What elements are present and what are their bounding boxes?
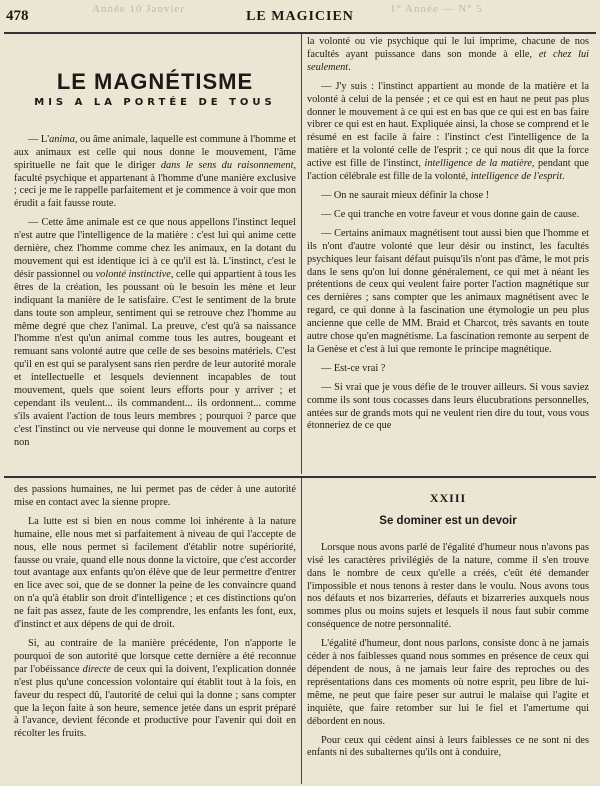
paragraph: — L'anima, ou âme animale, laquelle est commune à l'homme et aux animaux est celle qui nous donne le mouvement, l'âme spirituelle ne fait que le diriger dans le sens du raisonnement, faculté psychique et appartenant à l'homme d'une manière exclusive ; ceci je me le rappelle parfaitement et je commence à voir que mon érudit a fait fausse route. [14, 133, 297, 210]
article-column-left [14, 34, 296, 456]
paragraph: — Ce qui tranche en votre faveur et vous donne gain de cause. [321, 208, 580, 220]
bleed-through-text-right: 1° Année — N° 5 [390, 3, 483, 15]
paragraph: — J'y suis : l'instinct appartient au monde de la matière et la volonté à celui de la pensée ; et ce qui est en haut ne peut pas plus donner le mouvement à ce qui est en bas que ce qui est en bas faire vibrer ce qui est en haut. Expliquée ainsi, la chose se comprend et le résumé en est facile à faire : l'instinct c'est l'intelligence de la matière et la volonté celle de l'esprit ; ce qui nous dit que la force active est fille de l'instinct, intelligence de la matière, pendant que l'action célébrale est fille de la volonté, intelligence de l'esprit. [307, 80, 589, 183]
paragraph: des passions humaines, ne lui permet pas de céder à une autorité mise en contact avec la sienne propre. [14, 484, 296, 508]
article-text-col1 [14, 134, 296, 450]
section-title: Se dominer est un devoir [379, 514, 517, 527]
lower-column-right [307, 484, 589, 766]
paragraph: — Certains animaux magnétisent tout aussi bien que l'homme et ils n'ont d'autre volonté que leur désir ou instinct, les facultés psychiques leur faisant défaut puisqu'ils n'ont pas d'âme, le mot pris dans le sens qu'on lui donne généralement, ce qui met à néant les prétentions de ceux qui veulent faire porter l'action magnétique sur ces dernières ; sans compter que les animaux magnétisent avec le regard, ce qui donne à la fascination une étymologie un peu plus ancienne que celle de MM. Braid et Charcot, très savants en toute autre chose qu'en magnétisme. La fascination remonte au serpent de la Genèse et c'est à lui que remonte le principe magnétique. [307, 227, 589, 355]
lower-text-col4 [307, 542, 589, 761]
page-header [0, 0, 600, 26]
paragraph: — On ne saurait mieux définir la chose ! [321, 189, 490, 201]
page-number: 478 [6, 8, 29, 24]
paragraph: Si, au contraire de la manière précédente, l'on n'apporte le pourquoi de son autorité que lorsque cette dernière a été reconnue par l'obéissance directe de ceux qui la doivent, l'explication donnée n'est plus qu'une concession volontaire qui établit tout à la fois, en faveur du respect dû, l'autorité de celui qui la donne ; sans compter que la leçon faite à son heure, semence jetée dans un esprit préparé à l'avance, devient féconde et productive pour l'avenir qui doit en récolter les fruits. [14, 637, 296, 740]
column-rule-top [301, 34, 302, 474]
article-text-col2 [307, 36, 589, 433]
paragraph: L'égalité d'humeur, dont nous parlons, consiste donc à ne jamais céder à nos faiblesses quand nous sommes en présence de ceux qui dépendent de nous, à ne jamais leur faire des reproches ou des représentations dans ces moments où notre esprit, peu libre de lui-même, ne peut que faire peser sur autrui le malaise qui l'agite et inquiète, que faire retomber sur lui le fiel et l'amertume qui débordent en nous. [307, 638, 589, 727]
paragraph: Lorsque nous avons parlé de l'égalité d'humeur nous n'avons pas visé les caractères privilégiés de la nature, comme il s'en trouve dans le nombre de ceux qu'elle a créés, c'eût été demander l'impossible et nous tenons à rester dans le voulu. Nous avons tous nos défauts et nos bizarreries, défauts et bizarreries auxquels nous sommes plus ou moins sujets et lesquels il nous faut subir comme conséquence de notre personnalité. [307, 541, 589, 631]
paragraph: La lutte est si bien en nous comme loi inhérente à la nature humaine, elle nous met si parfaitement à niveau de qui l'accepte de nous, elle nous permet si facilement d'établir notre supériorité, fausse ou vraie, quand elle nous donne la victoire, que c'est accorder tout avantage aux enfants qu'on élève que de leur permettre d'entrer en lice avec soi, que de se donner la peine de les convaincre quand on n'a qu'à établir son droit d'intelligence ; et ces distinctions qu'on ne fait pas assez, faute de les comprendre, les enfants les font, eux, d'instinct et aux dépens de qui de droit. [14, 515, 296, 631]
column-rule-bottom [301, 478, 302, 784]
lower-column-left [14, 484, 296, 747]
paragraph: — Si vrai que je vous défie de le trouver ailleurs. Si vous saviez comme ils sont tous cocasses dans leurs élucubrations personnelles, antées sur de grands mots qui ne veulent rien dire du tout, vous vous étonneriez de ce que [307, 381, 589, 432]
paragraph: — Cette âme animale est ce que nous appellons l'instinct lequel n'est autre que l'intelligence de la matière : c'est lui qui anime cette dernière, chez l'homme comme chez les animaux, en la dotant du mouvement qui est identique ici à ce qu'il est là. L'instinct, c'est le désir passionnel ou volonté instinctive, celle qui appartient à tous les êtres de la création, les poussant où le besoin les mène et leur indiquant la manière de le satisfaire. C'est le sentiment de la brute dans toute son ampleur, sentiment qui se retrouve chez l'homme au même degré que chez l'animal. La preuve, c'est qu'à sa naissance l'homme n'est qu'un animal comme tous les autres, bougeant et remuant sans volonté autre que celle de ses besoins matériels. C'est qu'il en est qui se paralysent sans rien perdre de leur autorité morale et intellectuelle et lesquels deviennent incapables de tout mouvement, quels que soient leurs efforts pour y arriver ; et cependant ils veulent... ils commandent... ils ordonnent... comme s'ils avaient l'action de tous leurs membres ; pourquoi ? parce que c'est l'instinct ou vie nerveuse qui donne le mouvement au corps et non [14, 217, 296, 448]
section-divider [4, 476, 596, 478]
article-column-right [307, 36, 589, 439]
bleed-through-text-left: Année 10 Janvier [92, 3, 185, 15]
running-title: LE MAGICIEN [246, 9, 354, 24]
article-subtitle: MIS A LA PORTÉE DE TOUS [34, 96, 276, 108]
section-number: XXIII [429, 491, 467, 505]
paragraph: Pour ceux qui cèdent ainsi à leurs faiblesses ce ne sont ni des enfants ni des subalternes qu'ils ont à conduire, [307, 734, 589, 759]
paragraph: la volonté ou vie psychique qui le lui imprime, chacune de nos facultés ayant puissance dans son monde à elle, et chez lui seulement. [307, 36, 589, 73]
article-title: LE MAGNÉTISME [56, 69, 254, 94]
lower-text-col3 [14, 484, 296, 741]
paragraph: — Est-ce vrai ? [321, 362, 386, 374]
